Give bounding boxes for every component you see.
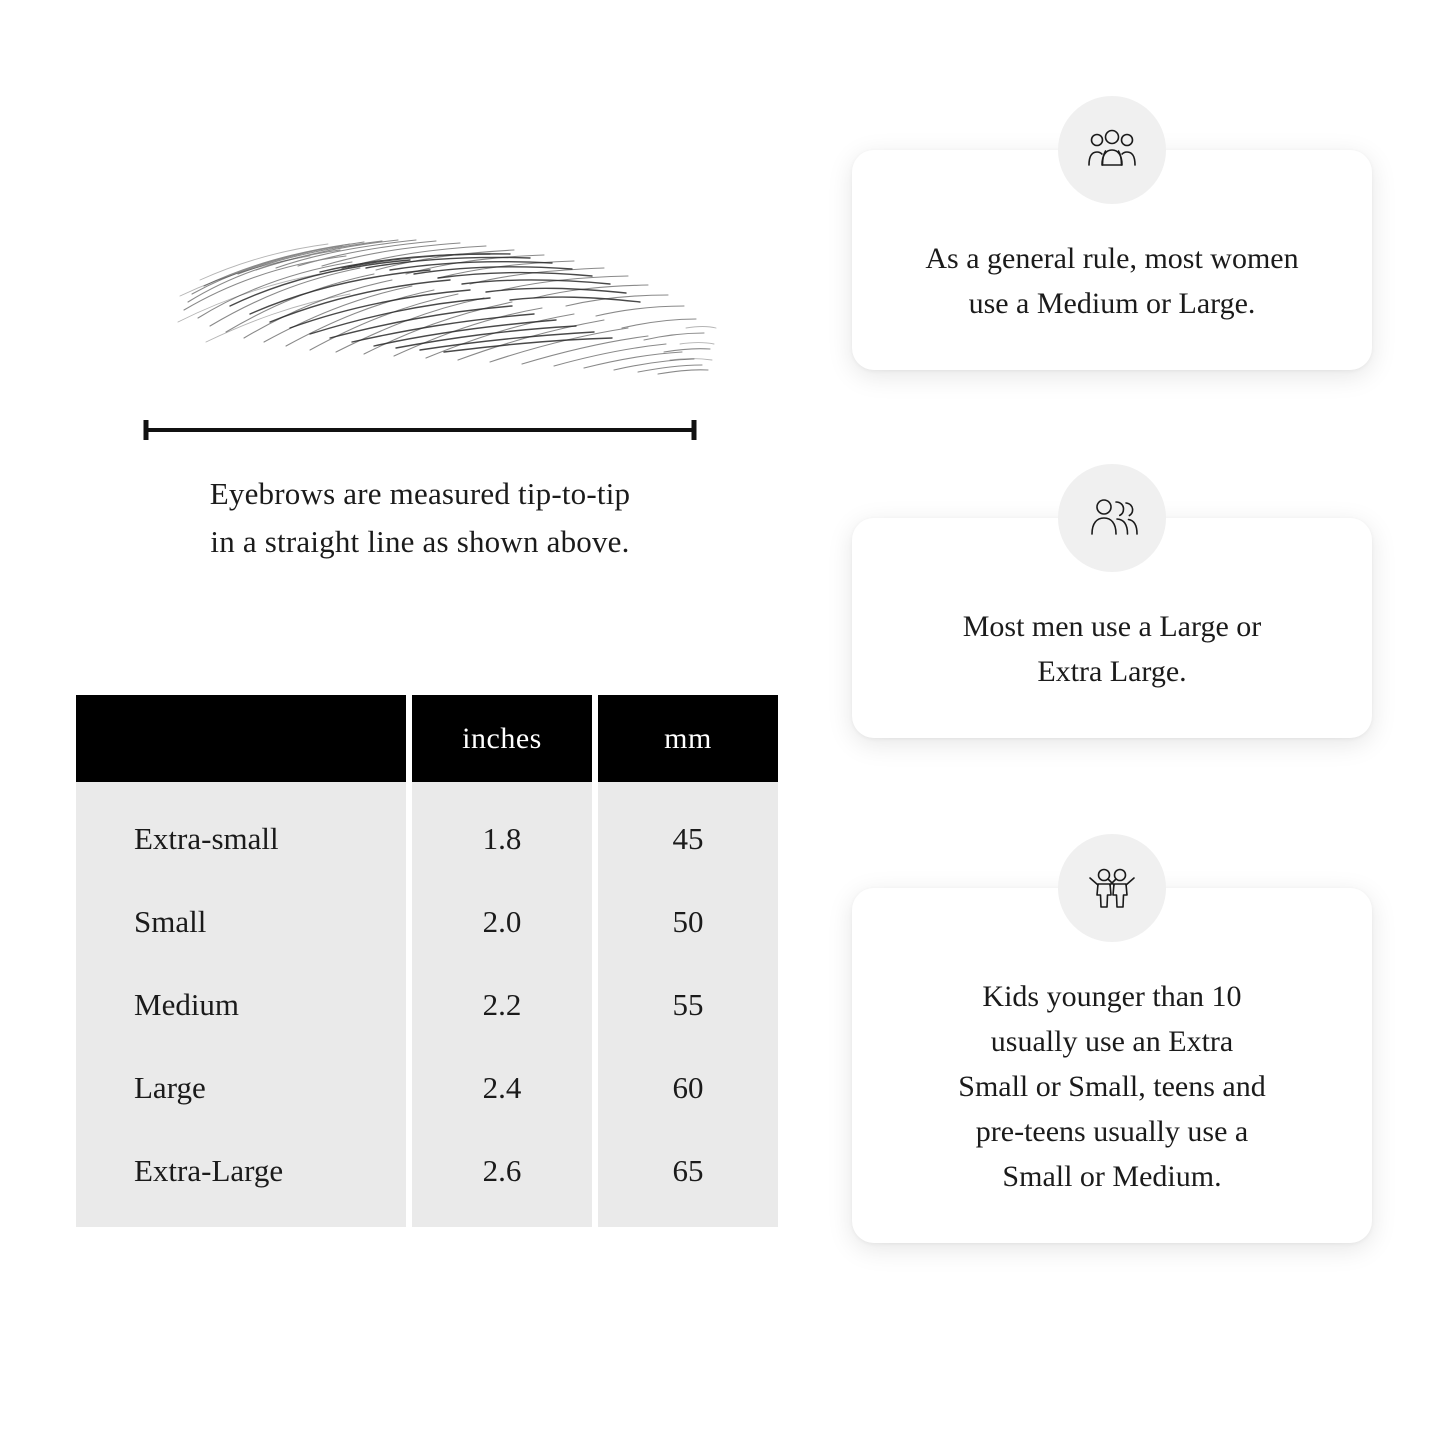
note-line-2: Extra Large. <box>1037 655 1187 688</box>
table-header-inches: inches <box>412 695 592 782</box>
note-text <box>892 236 1332 326</box>
table-row <box>76 880 778 963</box>
note-card-women <box>852 150 1372 370</box>
eyebrow-illustration-icon <box>170 210 730 400</box>
table-body <box>76 782 778 1227</box>
table-row <box>76 963 778 1046</box>
note-text <box>892 604 1332 694</box>
table-row <box>76 1046 778 1129</box>
size-table <box>70 695 784 1227</box>
table-row <box>76 782 778 880</box>
note-line-5: Small or Medium. <box>1002 1160 1222 1193</box>
note-card-kids <box>852 888 1372 1243</box>
note-line-1: Most men use a Large or <box>962 610 1262 643</box>
cell-size: Extra-small <box>76 782 406 880</box>
table-header-size <box>76 695 406 782</box>
measurement-section <box>70 150 770 566</box>
measurement-caption <box>70 470 770 566</box>
note-line-3: Small or Small, teens and <box>958 1070 1266 1103</box>
table-row <box>76 1129 778 1227</box>
cell-mm: 50 <box>598 880 778 963</box>
cell-size: Extra-Large <box>76 1129 406 1227</box>
cell-mm: 60 <box>598 1046 778 1129</box>
note-line-1: Kids younger than 10 <box>982 980 1242 1013</box>
cell-inches: 2.6 <box>412 1129 592 1227</box>
note-line-2: usually use an Extra <box>990 1025 1234 1058</box>
cell-inches: 1.8 <box>412 782 592 880</box>
cell-mm: 55 <box>598 963 778 1046</box>
caption-line-1: Eyebrows are measured tip-to-tip <box>209 476 631 511</box>
note-line-4: pre-teens usually use a <box>975 1115 1249 1148</box>
cell-mm: 45 <box>598 782 778 880</box>
note-line-1: As a general rule, most women <box>925 242 1299 275</box>
cell-inches: 2.2 <box>412 963 592 1046</box>
cell-size: Medium <box>76 963 406 1046</box>
table-head <box>76 695 778 782</box>
table-header-row <box>76 695 778 782</box>
cell-size: Large <box>76 1046 406 1129</box>
notes-section <box>820 150 1390 1339</box>
table-header-mm: mm <box>598 695 778 782</box>
cell-size: Small <box>76 880 406 963</box>
cell-inches: 2.4 <box>412 1046 592 1129</box>
caption-line-2: in a straight line as shown above. <box>210 524 630 560</box>
note-text <box>892 974 1332 1199</box>
note-line-2: use a Medium or Large. <box>968 287 1256 320</box>
women-group-icon <box>1058 96 1166 204</box>
note-card-men <box>852 518 1372 738</box>
kids-icon <box>1058 834 1166 942</box>
men-group-icon <box>1058 464 1166 572</box>
cell-inches: 2.0 <box>412 880 592 963</box>
cell-mm: 65 <box>598 1129 778 1227</box>
eyebrow-figure <box>70 150 770 460</box>
measurement-bar-icon <box>140 418 700 442</box>
